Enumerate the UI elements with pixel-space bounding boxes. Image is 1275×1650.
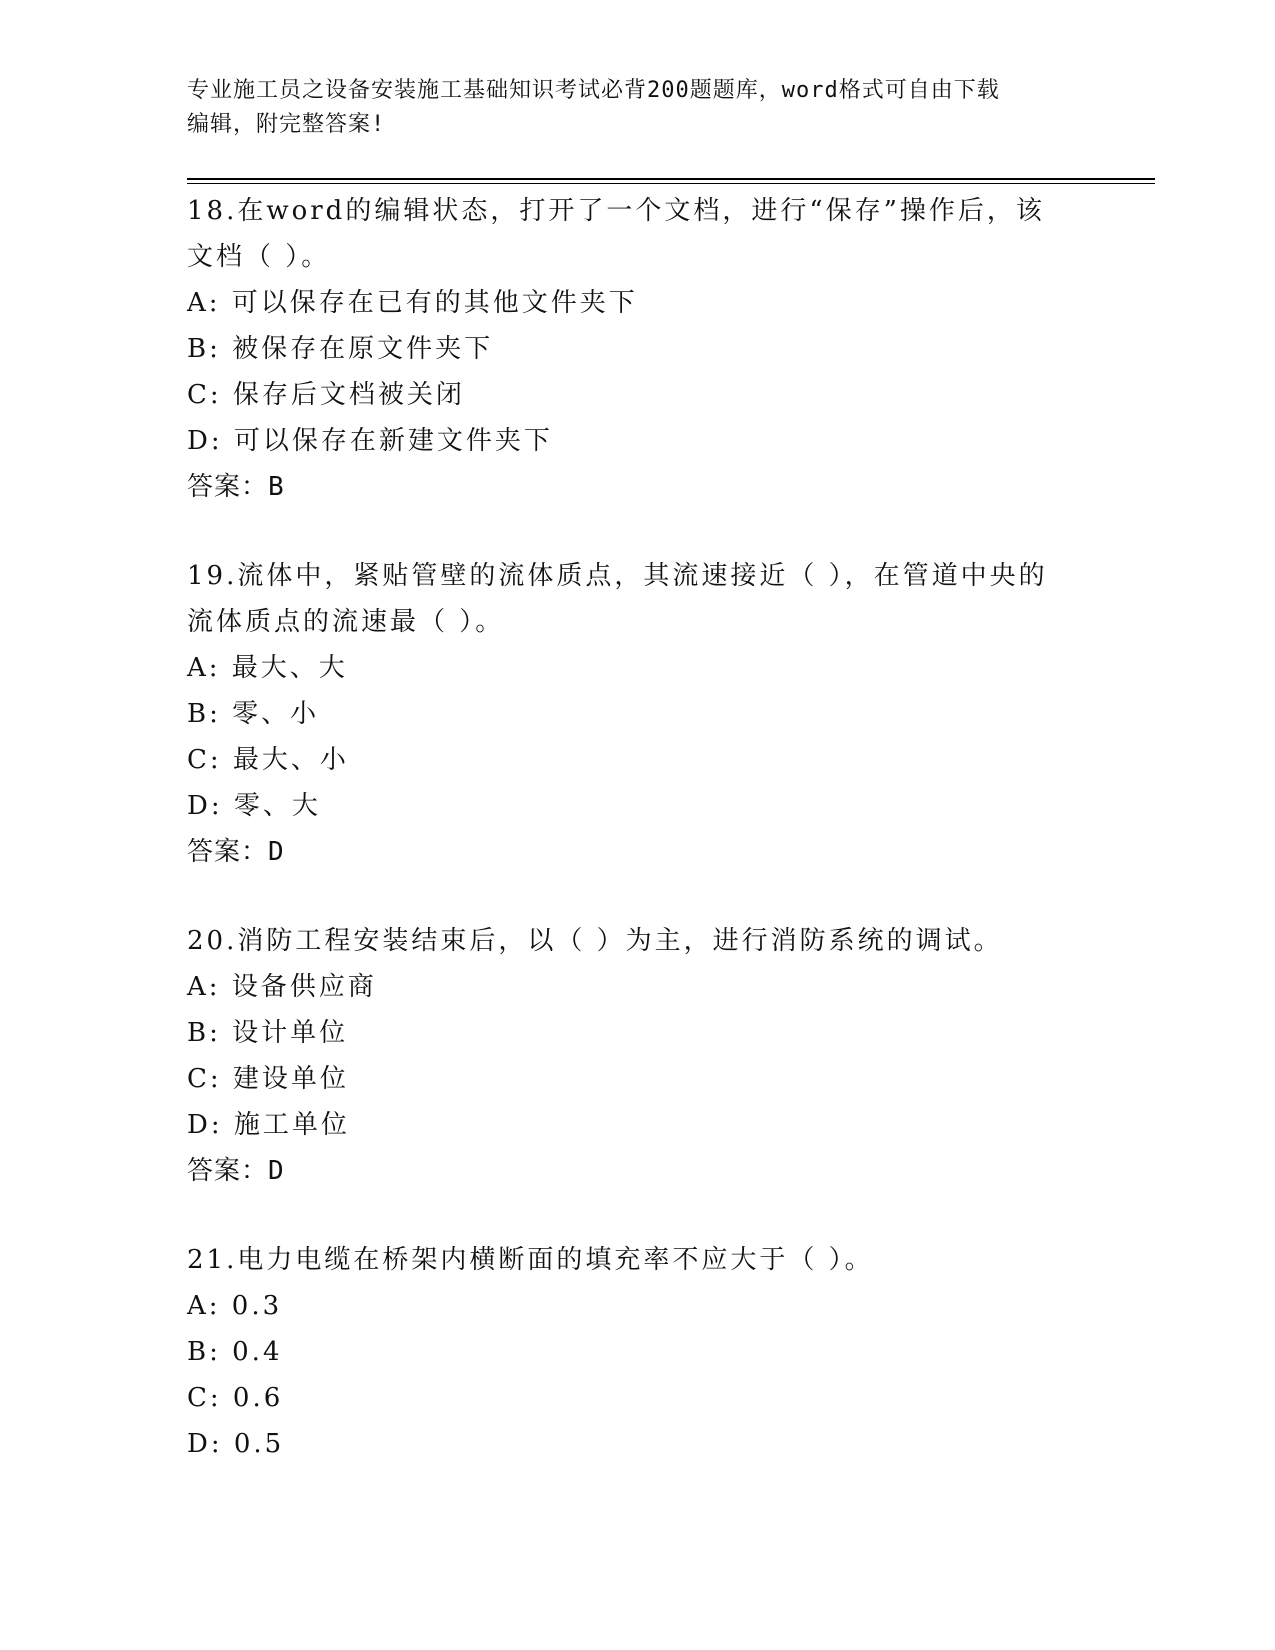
option-a: A: 最大、大 xyxy=(187,653,348,683)
option-c: C: 保存后文档被关闭 xyxy=(187,380,465,410)
question-18 xyxy=(187,188,1087,510)
option-d: D: 零、大 xyxy=(187,791,321,821)
option-a: A: 设备供应商 xyxy=(187,972,377,1002)
header-divider-thin xyxy=(187,183,1155,184)
question-stem-line-1: 21.电力电缆在桥架内横断面的填充率不应大于（ ）。 xyxy=(187,1245,874,1275)
option-b: B: 被保存在原文件夹下 xyxy=(187,334,494,364)
option-c: C: 最大、小 xyxy=(187,745,349,775)
question-19 xyxy=(187,553,1087,875)
question-stem-line-2: 流体质点的流速最（ ）。 xyxy=(187,607,505,637)
option-b: B: 0.4 xyxy=(187,1337,283,1367)
header-divider-thick xyxy=(187,178,1155,180)
option-a: A: 0.3 xyxy=(187,1291,283,1321)
question-stem-line-1: 19.流体中，紧贴管壁的流体质点，其流速接近（ ），在管道中央的 xyxy=(187,561,1048,591)
question-20 xyxy=(187,918,1087,1194)
option-c: C: 建设单位 xyxy=(187,1064,349,1094)
answer-line: 答案：D xyxy=(187,837,285,867)
option-c: C: 0.6 xyxy=(187,1383,284,1413)
header-line-2: 编辑，附完整答案! xyxy=(187,112,386,137)
option-b: B: 设计单位 xyxy=(187,1018,349,1048)
question-stem-line-2: 文档（ ）。 xyxy=(187,242,331,272)
option-d: D: 0.5 xyxy=(187,1429,285,1459)
option-b: B: 零、小 xyxy=(187,699,320,729)
question-stem-line-1: 18.在word的编辑状态，打开了一个文档，进行“保存”操作后，该 xyxy=(187,196,1045,226)
option-a: A: 可以保存在已有的其他文件夹下 xyxy=(187,288,638,318)
document-header-note xyxy=(187,74,1087,142)
answer-line: 答案：D xyxy=(187,1156,285,1186)
question-21 xyxy=(187,1237,1087,1467)
question-stem-line-1: 20.消防工程安装结束后，以（ ）为主，进行消防系统的调试。 xyxy=(187,926,1003,956)
answer-line: 答案：B xyxy=(187,472,285,502)
option-d: D: 可以保存在新建文件夹下 xyxy=(187,426,553,456)
header-line-1: 专业施工员之设备安装施工基础知识考试必背200题题库，word格式可自由下载 xyxy=(187,78,1000,103)
option-d: D: 施工单位 xyxy=(187,1110,350,1140)
